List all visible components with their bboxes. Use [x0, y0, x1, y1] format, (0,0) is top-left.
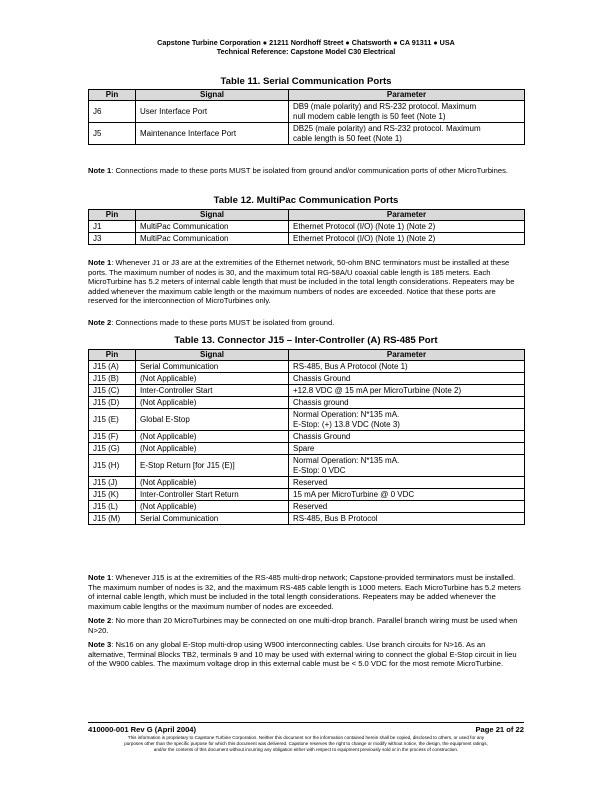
column-header-pin: Pin — [89, 90, 136, 101]
parameter-cell — [289, 409, 525, 431]
table-row — [89, 101, 525, 123]
signal-cell: (Not Applicable) — [136, 443, 289, 455]
table13-note-1 — [88, 573, 524, 611]
table12-note-2 — [88, 318, 524, 328]
disclaimer-line: and/or the contents of this document without incurring any obligation either with respect to equipment previously sold or in the process of construction. — [153, 747, 459, 752]
signal-cell: (Not Applicable) — [136, 477, 289, 489]
note-text: : Whenever J15 is at the extremities of the RS-485 multi-drop network; Capstone-provided terminators must be installed. The maximum number of nodes is 32, and the maximum RS-485 cable length is 1000 meters. Each MicroTurbine has 5.2 meters of internal cable length, which must be included in the total length considerations. Repeaters may be added whenever the maximum cable lengths or the maximum number of nodes are exceeded. — [88, 573, 521, 611]
footer-page-number: Page 21 of 22 — [475, 725, 524, 734]
table-row — [89, 233, 525, 245]
table11-header-row — [89, 90, 525, 101]
table-row — [89, 455, 525, 477]
pin-cell: J6 — [89, 101, 136, 123]
parameter-line: E-Stop: (+) 13.8 VDC (Note 3) — [293, 419, 400, 429]
table11-note-1 — [88, 166, 524, 176]
signal-cell: MultiPac Communication — [136, 233, 289, 245]
pin-cell: J15 (H) — [89, 455, 136, 477]
signal-cell: Inter-Controller Start — [136, 385, 289, 397]
signal-cell: (Not Applicable) — [136, 373, 289, 385]
parameter-cell: Chassis Ground — [289, 373, 525, 385]
parameter-cell: Spare — [289, 443, 525, 455]
pin-cell: J3 — [89, 233, 136, 245]
table-row — [89, 477, 525, 489]
signal-cell: Serial Communication — [136, 361, 289, 373]
note-text: : No more than 20 MicroTurbines may be connected on one multi-drop branch. Parallel branch wiring must be used when N>20. — [88, 616, 518, 635]
pin-cell: J15 (K) — [89, 489, 136, 501]
note-text: : N≤16 on any global E-Stop multi-drop using W900 interconnecting cables. Use branch circuits for N>16. As an alternative, Terminal Blocks TB2, terminals 9 and 10 may be used with external wiring to connect the global E-Stop circuit in lieu of the W900 cables. The maximum voltage drop in this external cable must be < 5.0 VDC for the most remote MicroTurbine. — [88, 640, 517, 669]
column-header-parameter: Parameter — [289, 210, 525, 221]
signal-cell: (Not Applicable) — [136, 397, 289, 409]
table-row — [89, 221, 525, 233]
pin-cell: J15 (C) — [89, 385, 136, 397]
note-label: Note 1 — [88, 573, 112, 582]
table12-header-row — [89, 210, 525, 221]
column-header-parameter: Parameter — [289, 90, 525, 101]
column-header-signal: Signal — [136, 90, 289, 101]
table-row — [89, 443, 525, 455]
disclaimer-line: This information is proprietary to Capstone Turbine Corporation. Neither this document nor the information contained herein shall be copied, disclosed to others, or used for any — [127, 735, 485, 740]
parameter-line: DB9 (male polarity) and RS-232 protocol. Maximum — [293, 101, 477, 111]
pin-cell: J15 (J) — [89, 477, 136, 489]
table-row — [89, 397, 525, 409]
footer-disclaimer — [88, 735, 524, 753]
parameter-line: null modem cable length is 50 feet (Note 1) — [293, 111, 446, 121]
note-label: Note 2 — [88, 318, 112, 327]
parameter-cell — [289, 101, 525, 123]
pin-cell: J15 (B) — [89, 373, 136, 385]
table13-note-3 — [88, 640, 524, 669]
signal-cell: User Interface Port — [136, 101, 289, 123]
table12-note-1 — [88, 258, 524, 306]
parameter-cell: Ethernet Protocol (I/O) (Note 1) (Note 2) — [289, 221, 525, 233]
column-header-parameter: Parameter — [289, 350, 525, 361]
signal-cell: E-Stop Return [for J15 (E)] — [136, 455, 289, 477]
note-label: Note 3 — [88, 640, 112, 649]
note-label: Note 1 — [88, 166, 112, 175]
table13-note-2 — [88, 616, 524, 635]
table13 — [88, 349, 525, 525]
table11 — [88, 89, 525, 145]
pin-cell: J15 (F) — [89, 431, 136, 443]
parameter-cell: Reserved — [289, 477, 525, 489]
parameter-cell: Reserved — [289, 501, 525, 513]
pin-cell: J15 (A) — [89, 361, 136, 373]
disclaimer-line: purposes other than the specific purpose for which this document was delivered. Capstone reserves the right to change or modify without notice, the design, the equipment ratings, — [124, 741, 488, 746]
footer-divider — [88, 722, 524, 723]
pin-cell: J15 (L) — [89, 501, 136, 513]
parameter-cell: RS-485, Bus A Protocol (Note 1) — [289, 361, 525, 373]
parameter-cell: RS-485, Bus B Protocol — [289, 513, 525, 525]
table-row — [89, 431, 525, 443]
parameter-cell: Chassis Ground — [289, 431, 525, 443]
header-company-line: Capstone Turbine Corporation ● 21211 Nordhoff Street ● Chatsworth ● CA 91311 ● USA — [157, 38, 455, 47]
pin-cell: J15 (E) — [89, 409, 136, 431]
table13-caption: Table 13. Connector J15 – Inter-Controller (A) RS-485 Port — [174, 335, 438, 346]
footer-document-id: 410000-001 Rev G (April 2004) — [88, 725, 197, 734]
signal-cell: (Not Applicable) — [136, 501, 289, 513]
pin-cell: J15 (D) — [89, 397, 136, 409]
table-row — [89, 373, 525, 385]
signal-cell: Inter-Controller Start Return — [136, 489, 289, 501]
signal-cell: Serial Communication — [136, 513, 289, 525]
table-row — [89, 513, 525, 525]
signal-cell: MultiPac Communication — [136, 221, 289, 233]
pin-cell: J15 (M) — [89, 513, 136, 525]
column-header-pin: Pin — [89, 210, 136, 221]
note-label: Note 1 — [88, 258, 112, 267]
parameter-line: Normal Operation: N*135 mA. — [293, 409, 400, 419]
table11-caption: Table 11. Serial Communication Ports — [220, 76, 392, 87]
table-row — [89, 501, 525, 513]
signal-cell: (Not Applicable) — [136, 431, 289, 443]
parameter-cell — [289, 123, 525, 145]
table-row — [89, 489, 525, 501]
table-row — [89, 123, 525, 145]
parameter-line: E-Stop: 0 VDC — [293, 465, 346, 475]
parameter-cell: 15 mA per MicroTurbine @ 0 VDC — [289, 489, 525, 501]
parameter-cell — [289, 455, 525, 477]
note-text: : Connections made to these ports MUST be isolated from ground and/or communication ports of other MicroTurbines. — [111, 166, 508, 175]
parameter-cell: Ethernet Protocol (I/O) (Note 1) (Note 2) — [289, 233, 525, 245]
pin-cell: J1 — [89, 221, 136, 233]
table-row — [89, 409, 525, 431]
column-header-signal: Signal — [136, 210, 289, 221]
parameter-cell: +12.8 VDC @ 15 mA per MicroTurbine (Note 2) — [289, 385, 525, 397]
header-reference-line: Technical Reference: Capstone Model C30 Electrical — [216, 47, 396, 56]
note-text: : Whenever J1 or J3 are at the extremities of the Ethernet network, 50-ohm BNC terminators must be installed at these ports. The maximum number of nodes is 30, and the maximum total RG-58A/U coaxial cable length is 185 meters. Each MicroTurbine has 5.2 meters of internal cable length that must be included in the total length considerations. Repeaters may be added whenever the maximum cable length or the maximum numbers of nodes are exceeded. Notice that these ports are reserved for the interconnection of MicroTurbines only. — [88, 258, 515, 306]
table-row — [89, 385, 525, 397]
parameter-line: Normal Operation: N*135 mA. — [293, 455, 400, 465]
column-header-pin: Pin — [89, 350, 136, 361]
note-label: Note 2 — [88, 616, 112, 625]
parameter-line: cable length is 50 feet (Note 1) — [293, 133, 402, 143]
table-row — [89, 361, 525, 373]
pin-cell: J15 (G) — [89, 443, 136, 455]
table13-header-row — [89, 350, 525, 361]
parameter-cell: Chassis ground — [289, 397, 525, 409]
signal-cell: Maintenance Interface Port — [136, 123, 289, 145]
table12 — [88, 209, 525, 245]
parameter-line: DB25 (male polarity) and RS-232 protocol. Maximum — [293, 123, 481, 133]
pin-cell: J5 — [89, 123, 136, 145]
column-header-signal: Signal — [136, 350, 289, 361]
signal-cell: Global E-Stop — [136, 409, 289, 431]
note-text: : Connections made to these ports MUST be isolated from ground. — [111, 318, 335, 327]
table12-caption: Table 12. MultiPac Communication Ports — [213, 195, 399, 206]
